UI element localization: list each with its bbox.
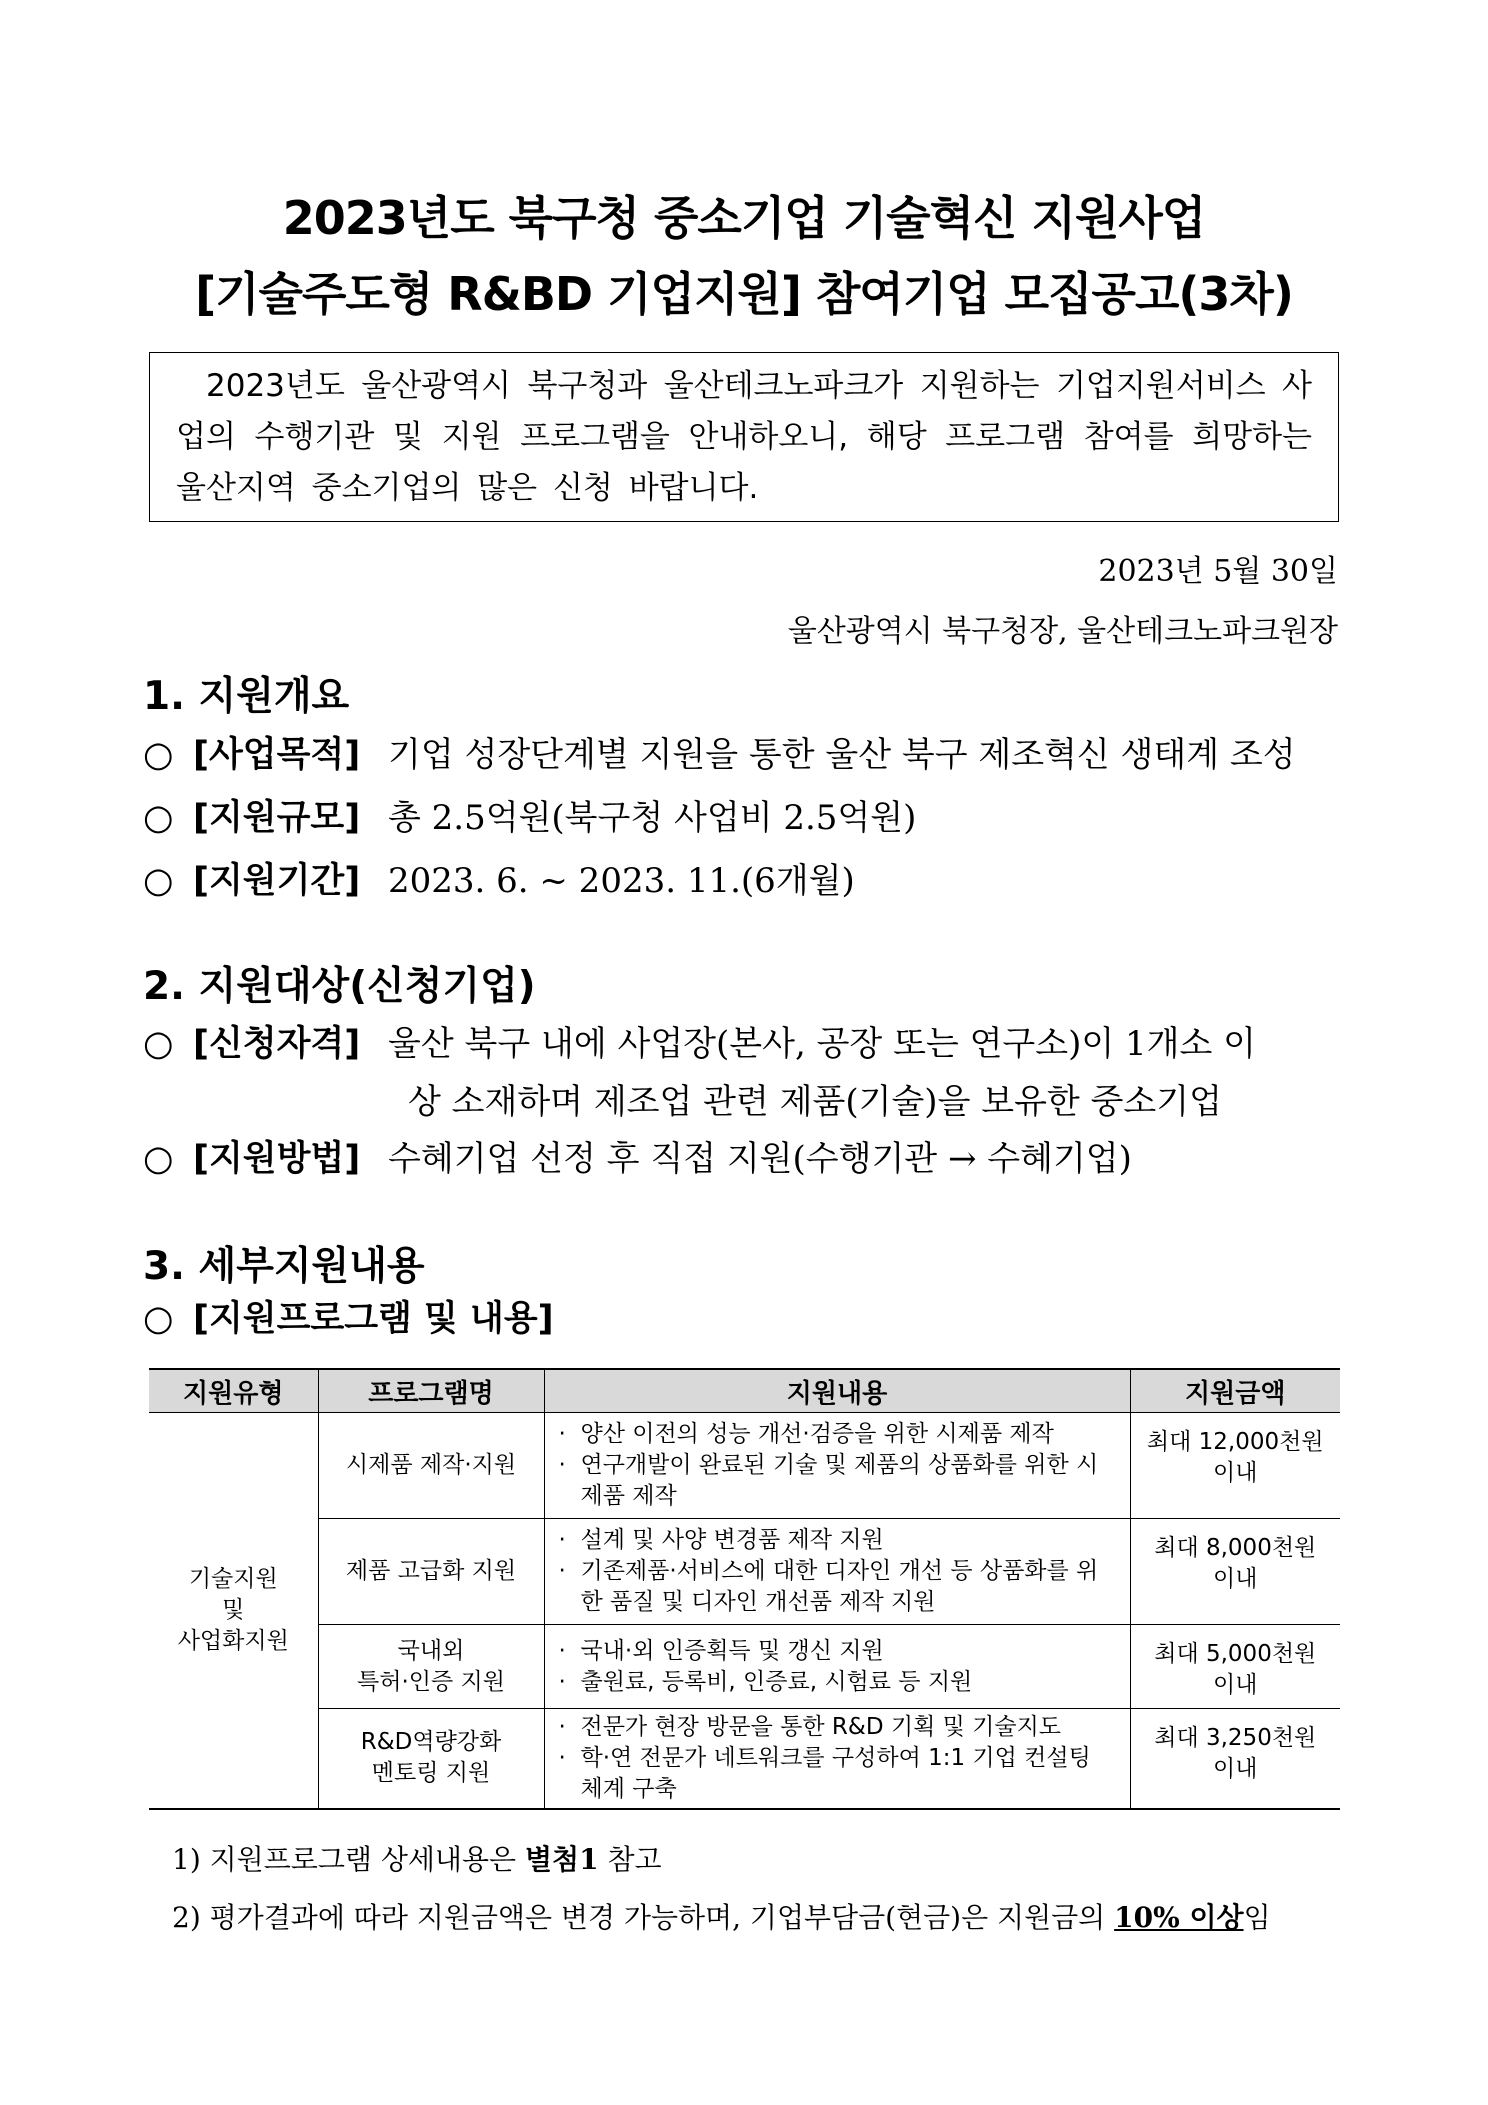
program-cell (318, 1519, 544, 1625)
bullet-text: 수혜기업 선정 후 직접 지원(수행기관 → 수혜기업) (388, 1139, 1132, 1179)
content-cell (544, 1625, 1130, 1709)
bullet-text: 총 2.5억원(북구청 사업비 2.5억원) (388, 798, 917, 838)
table-row (149, 1519, 1340, 1625)
header-amount: 지원금액 (1130, 1369, 1340, 1413)
content-item: · 출원료, 등록비, 인증료, 시험료 등 지원 (558, 1668, 973, 1695)
bullet-label: [지원기간] (193, 861, 361, 901)
min-share-highlight: 10% 이상 (1114, 1901, 1244, 1934)
content-cell (544, 1413, 1130, 1519)
bullet-label: [지원규모] (193, 798, 361, 838)
section-1-heading: 1. 지원개요 (143, 674, 350, 719)
bullet-text: 기업 성장단계별 지원을 통한 울산 북구 제조혁신 생태계 조성 (388, 735, 1296, 775)
content-item: · 기존제품·서비스에 대한 디자인 개선 등 상품화를 위한 품질 및 디자인 개선품 제작 지원 (558, 1558, 1099, 1615)
amount-cell: 최대 8,000천원 이내 (1130, 1519, 1340, 1625)
header-program: 프로그램명 (318, 1369, 544, 1413)
circle-bullet-icon: ○ (143, 1024, 174, 1064)
intro-text: 2023년도 울산광역시 북구청과 울산테크노파크가 지원하는 기업지원서비스 사업의 수행기관 및 지원 프로그램을 안내하오니, 해당 프로그램 참여를 희망하는 울산지역 중소기업의 많은 신청 바랍니다. (176, 368, 1312, 506)
content-cell (544, 1519, 1130, 1625)
program-table (149, 1368, 1340, 1810)
bullet-label: [사업목적] (193, 735, 361, 775)
program-cell (318, 1625, 544, 1709)
content-item: · 국내·외 인증획득 및 갱신 지원 (558, 1637, 884, 1664)
program-cell (318, 1709, 544, 1809)
type-cell (149, 1413, 318, 1809)
attachment-ref: 별첨1 (524, 1843, 599, 1876)
type-line: 및 (222, 1596, 245, 1623)
type-line: 기술지원 (188, 1565, 278, 1592)
table-header-row (149, 1369, 1340, 1413)
circle-bullet-icon: ○ (143, 861, 174, 901)
circle-bullet-icon: ○ (143, 735, 174, 775)
section-2-heading: 2. 지원대상(신청기업) (143, 964, 536, 1009)
content-item: · 학·연 전문가 네트워크를 구성하여 1:1 기업 컨설팅 체계 구축 (558, 1744, 1091, 1802)
content-item: · 양산 이전의 성능 개선·검증을 위한 시제품 제작 (558, 1421, 1054, 1447)
type-line: 사업화지원 (177, 1627, 289, 1654)
circle-bullet-icon: ○ (143, 1299, 174, 1339)
table-row (149, 1413, 1340, 1519)
content-cell (544, 1709, 1130, 1809)
section-3-heading: 3. 세부지원내용 (143, 1244, 425, 1289)
amount-cell: 최대 12,000천원 이내 (1130, 1413, 1340, 1519)
program-name: 국내외 (397, 1637, 465, 1664)
header-content: 지원내용 (544, 1369, 1130, 1413)
title-line-1: 2023년도 북구청 중소기업 기술혁신 지원사업 (282, 191, 1206, 245)
footnote-2: 2) 평가결과에 따라 지원금액은 변경 가능하며, 기업부담금(현금)은 지원금의 10% 이상임 (172, 1901, 1271, 1934)
bullet-text: 울산 북구 내에 사업장(본사, 공장 또는 연구소)이 1개소 이 (388, 1024, 1256, 1064)
amount-cell: 최대 5,000천원 이내 (1130, 1625, 1340, 1709)
notice-signer: 울산광역시 북구청장, 울산테크노파크원장 (787, 614, 1338, 649)
circle-bullet-icon: ○ (143, 798, 174, 838)
circle-bullet-icon: ○ (143, 1139, 174, 1179)
bullet-label: [지원방법] (193, 1139, 361, 1179)
program-cell (318, 1413, 544, 1519)
amount-cell: 최대 3,250천원 이내 (1130, 1709, 1340, 1809)
content-item: · 연구개발이 완료된 기술 및 제품의 상품화를 위한 시제품 제작 (558, 1452, 1099, 1509)
bullet-label: [지원프로그램 및 내용] (193, 1299, 554, 1339)
footnote-1: 1) 지원프로그램 상세내용은 별첨1 참고 (172, 1843, 662, 1876)
title-line-2: [기술주도형 R&BD 기업지원] 참여기업 모집공고(3차) (195, 267, 1293, 321)
content-item: · 전문가 현장 방문을 통한 R&D 기획 및 기술지도 (558, 1713, 1062, 1740)
intro-box (149, 352, 1339, 522)
bullet-text-continued: 상 소재하며 제조업 관련 제품(기술)을 보유한 중소기업 (408, 1082, 1222, 1122)
notice-date: 2023년 5월 30일 (1098, 554, 1338, 589)
table-row (149, 1625, 1340, 1709)
bullet-label: [신청자격] (193, 1024, 361, 1064)
program-name: 멘토링 지원 (371, 1760, 491, 1787)
content-item: · 설계 및 사양 변경품 제작 지원 (558, 1527, 884, 1553)
program-name: 제품 고급화 지원 (345, 1558, 517, 1584)
program-name: 시제품 제작·지원 (345, 1452, 517, 1478)
bullet-text: 2023. 6. ~ 2023. 11.(6개월) (388, 861, 855, 901)
program-name: 특허·인증 지원 (357, 1668, 505, 1695)
header-type: 지원유형 (149, 1369, 318, 1413)
program-name: R&D역량강화 (360, 1729, 502, 1756)
table-row (149, 1709, 1340, 1809)
